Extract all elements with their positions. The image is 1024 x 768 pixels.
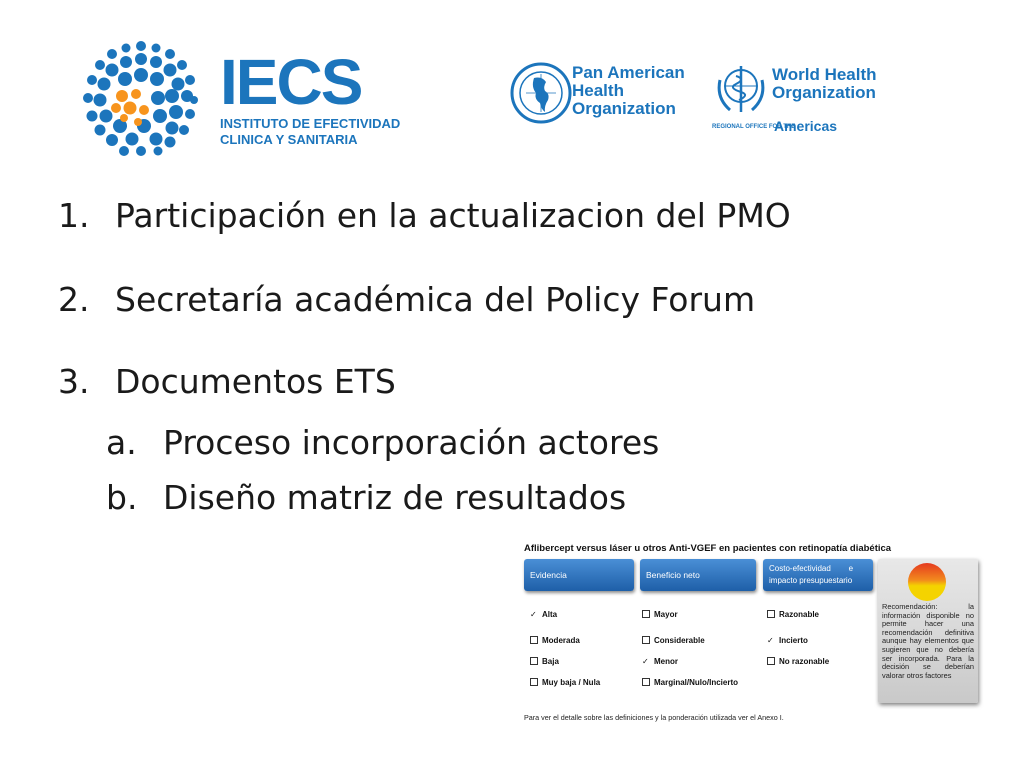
option-label: Baja: [542, 657, 559, 666]
sublist-item-text: Proceso incorporación actores: [163, 423, 660, 462]
iecs-subtitle-line2: CLINICA Y SANITARIA: [220, 132, 358, 147]
iecs-logo: [80, 38, 440, 158]
option-beneficio-mayor: [642, 610, 678, 619]
option-beneficio-menor: [642, 657, 678, 666]
option-evidencia-moderada: [530, 636, 580, 645]
who-name: [772, 66, 877, 102]
matrix-header-evidencia: Evidencia: [524, 559, 634, 591]
checkmark-icon: ✓: [530, 610, 537, 619]
checkbox-icon: [642, 610, 650, 618]
option-beneficio-marginal: [642, 678, 738, 687]
list-item-text: Documentos ETS: [115, 362, 396, 401]
matrix-header-costo-line1: Costo-efectividad e: [769, 564, 854, 573]
iecs-dots-emblem: [80, 38, 202, 160]
option-costo-incierto: [767, 636, 808, 645]
matrix-title: Aflibercept versus láser u otros Anti-VGEF en pacientes con retinopatía diabética: [524, 543, 892, 554]
option-label: Razonable: [779, 610, 820, 619]
iecs-subtitle-line1: INSTITUTO DE EFECTIVIDAD: [220, 116, 401, 131]
option-label: Alta: [542, 610, 558, 619]
checkbox-icon: [642, 678, 650, 686]
option-beneficio-considerable: [642, 636, 705, 645]
paho-line2: Health: [572, 81, 624, 100]
checkmark-icon: ✓: [767, 636, 774, 645]
option-costo-razonable: [767, 610, 819, 619]
checkbox-icon: [530, 636, 538, 644]
recommendation-text: Recomendación: la información disponible no permite hacer una recomendación definitiva aunque hay elementos que sugieren que no debería ser incorporada. Para la decisión se deberían valorar otros factores: [882, 602, 974, 680]
who-line2: Organization: [772, 83, 876, 102]
who-emblem: [712, 60, 770, 118]
option-evidencia-alta: [530, 610, 557, 619]
recommendation-panel: [878, 559, 978, 703]
option-label: Muy baja / Nula: [542, 678, 601, 687]
matrix-header-costo-line2: impacto presupuestario: [769, 576, 853, 585]
option-costo-no-razonable: [767, 657, 829, 666]
list-item-text: Participación en la actualizacion del PMO: [115, 196, 791, 235]
sublist-item-letter: a.: [106, 423, 137, 462]
option-evidencia-baja: [530, 657, 559, 666]
paho-line3: Organization: [572, 99, 676, 118]
option-label: Incierto: [779, 636, 808, 645]
option-label: Marginal/Nulo/Incierto: [654, 678, 739, 687]
option-label: Moderada: [542, 636, 580, 645]
who-regional-label: REGIONAL OFFICE FOR THE: [712, 124, 796, 130]
sublist-item-letter: b.: [106, 478, 138, 517]
checkbox-icon: [767, 657, 775, 665]
checkmark-icon: ✓: [642, 657, 649, 666]
traffic-light-circle-icon: [907, 562, 947, 602]
who-line1: World Health: [772, 65, 877, 84]
paho-logo: [510, 62, 690, 132]
option-label: Menor: [654, 657, 678, 666]
who-logo: [712, 60, 902, 140]
list-item-number: 3.: [58, 362, 90, 401]
option-label: No razonable: [779, 657, 830, 666]
results-matrix: [524, 543, 984, 733]
paho-globe-emblem: [510, 62, 572, 124]
checkbox-icon: [642, 636, 650, 644]
matrix-footnote: Para ver el detalle sobre las definiciones y la ponderación utilizada ver el Anexo I.: [524, 713, 784, 722]
option-label: Mayor: [654, 610, 678, 619]
option-evidencia-muy-baja: [530, 678, 600, 687]
who-americas-label: Americas: [774, 118, 838, 134]
sublist-item-text: Diseño matriz de resultados: [163, 478, 627, 517]
list-item-text: Secretaría académica del Policy Forum: [115, 280, 756, 319]
matrix-header-costo: [763, 559, 873, 591]
iecs-title: IECS: [220, 46, 362, 118]
checkbox-icon: [767, 610, 775, 618]
list-item-number: 2.: [58, 280, 90, 319]
checkbox-icon: [530, 657, 538, 665]
option-label: Considerable: [654, 636, 705, 645]
paho-line1: Pan American: [572, 63, 685, 82]
matrix-header-beneficio: Beneficio neto: [640, 559, 756, 591]
paho-name: [572, 64, 685, 118]
checkbox-icon: [530, 678, 538, 686]
list-item-number: 1.: [58, 196, 90, 235]
